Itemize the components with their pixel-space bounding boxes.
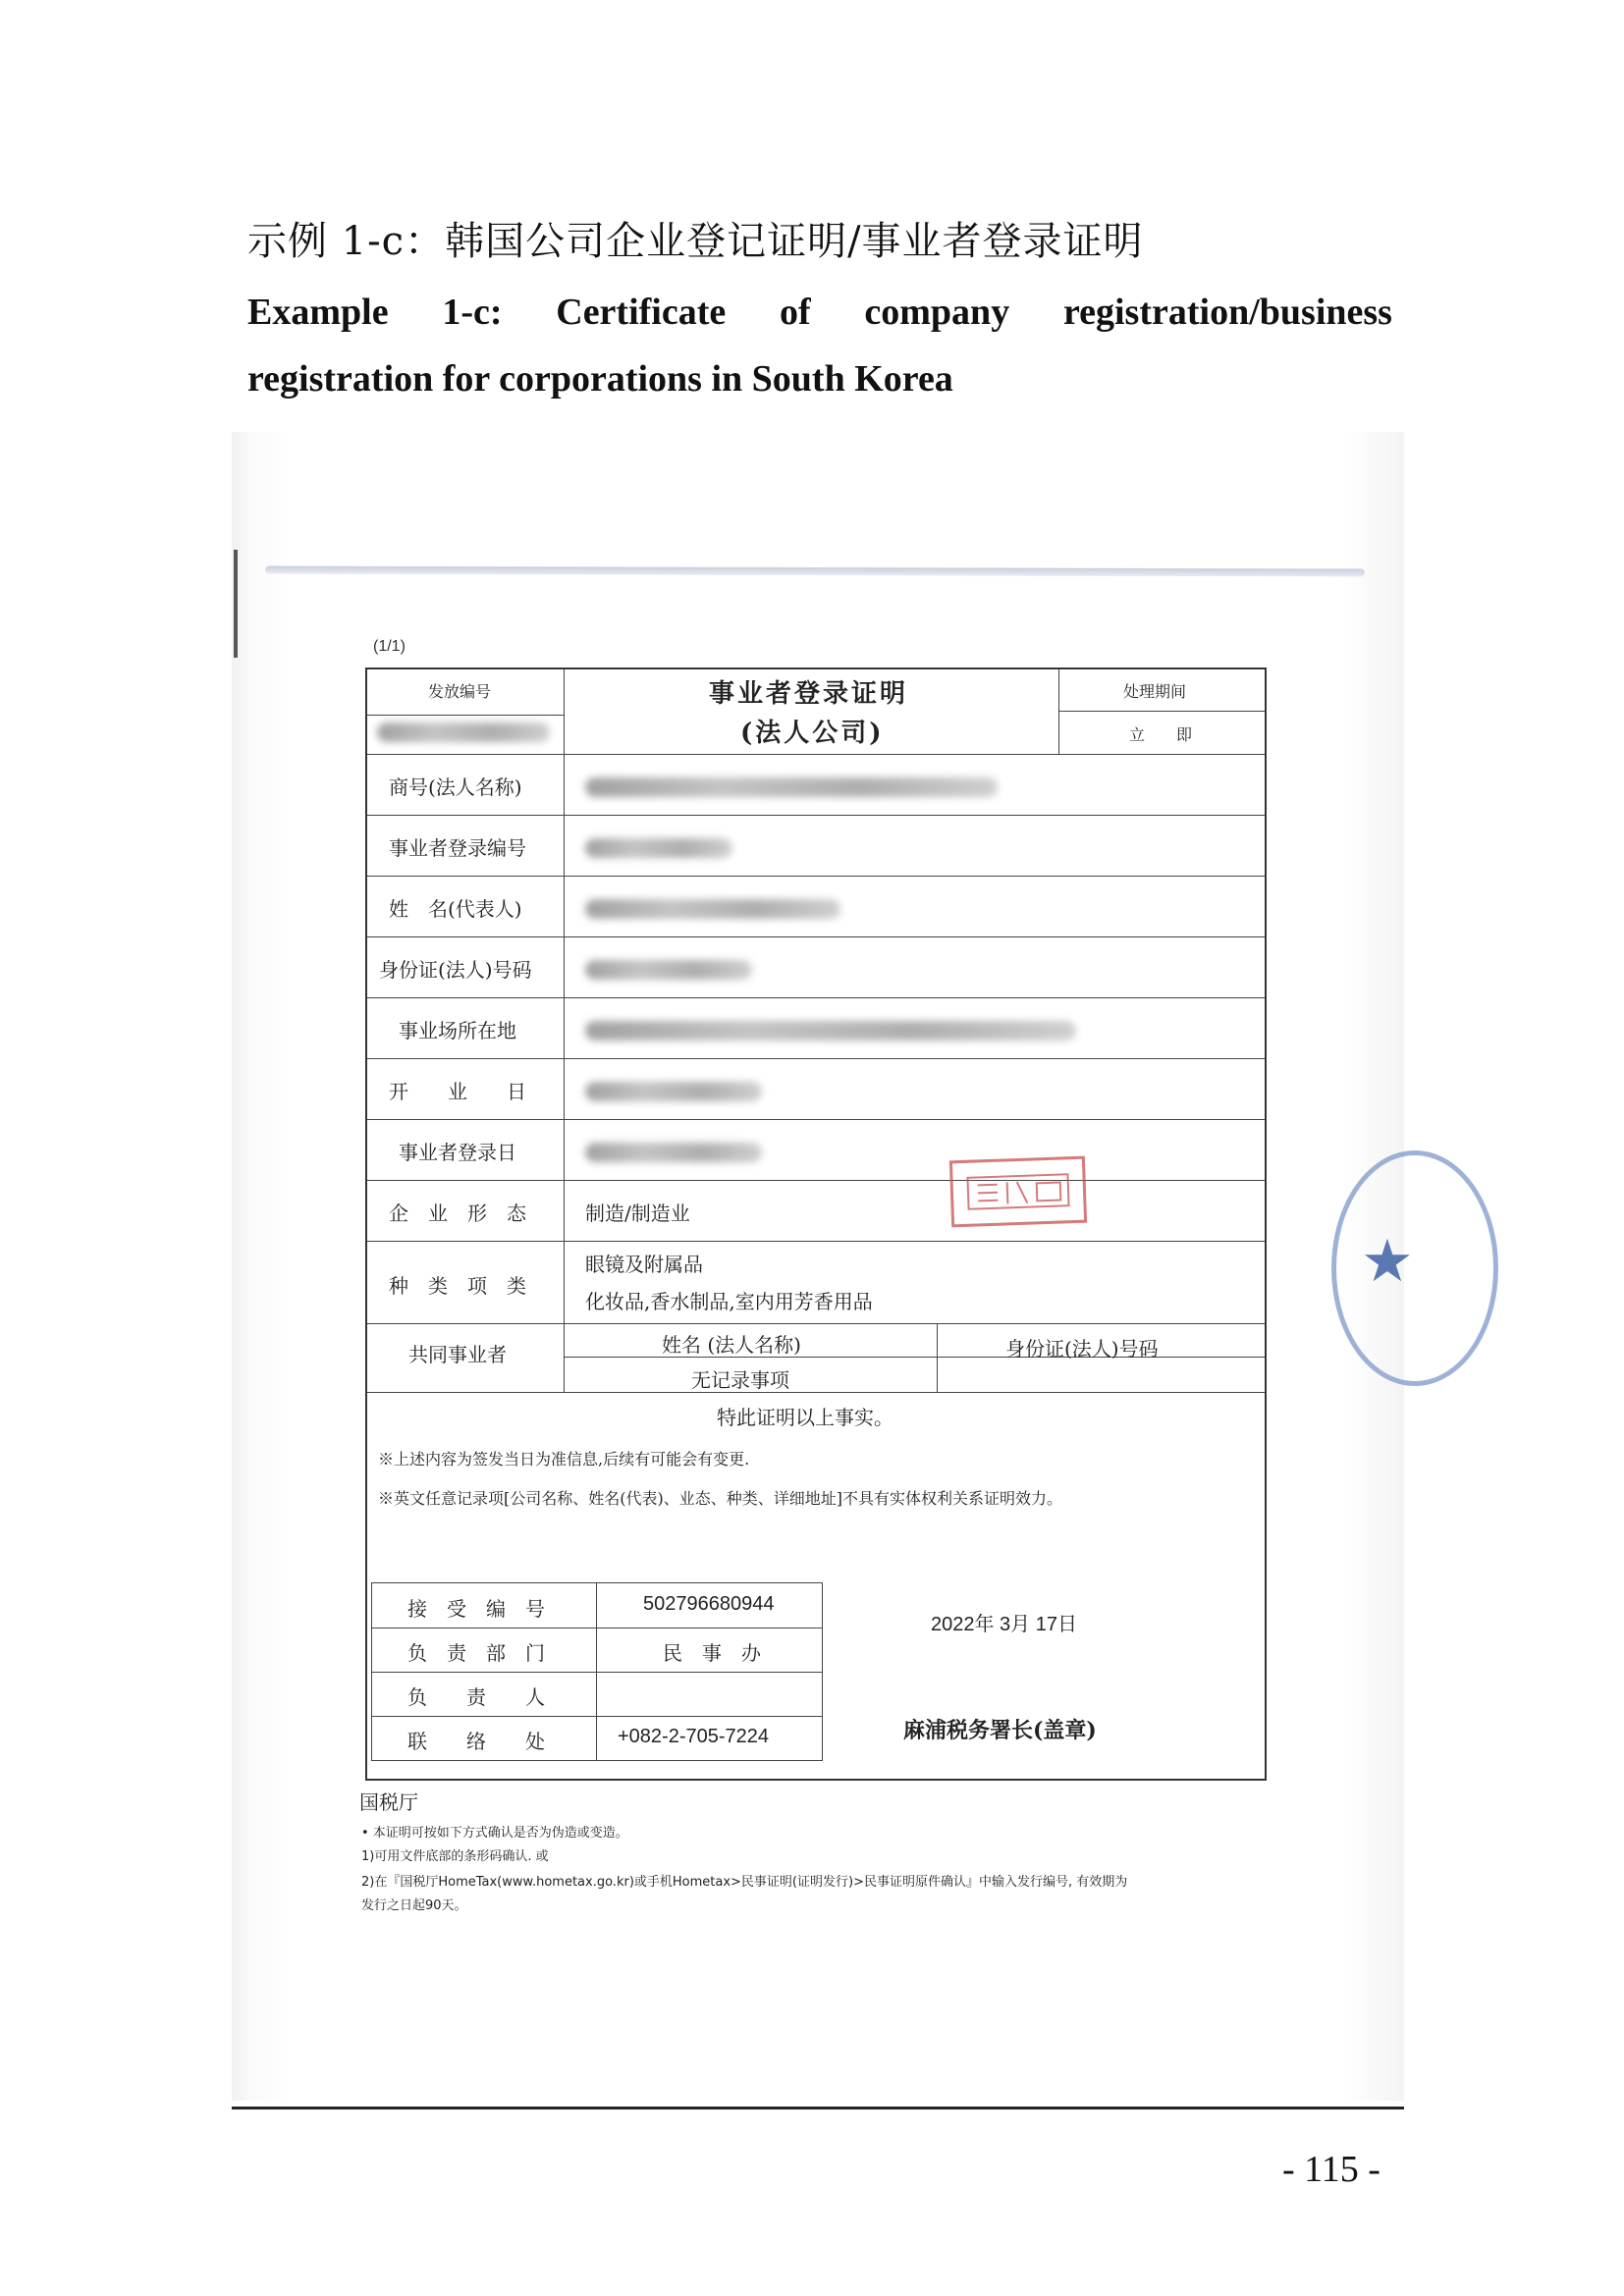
caption-word: Certificate <box>556 292 727 333</box>
red-seal-stamp <box>949 1156 1087 1228</box>
row-label: 事业者登录日 <box>399 1141 516 1164</box>
row-label: 身份证(法人)号码 <box>379 958 532 982</box>
caption-word: company <box>864 292 1010 333</box>
receipt-label: 负 责 部 门 <box>407 1641 545 1665</box>
caption-word: Example <box>247 292 389 333</box>
redacted-value <box>585 838 732 858</box>
row-label: 商号(法人名称) <box>389 775 522 799</box>
scan-edge-mark <box>234 550 238 658</box>
caption-english-line1 <box>247 279 1392 346</box>
row-label: 事业场所在地 <box>399 1019 516 1042</box>
redacted-value <box>585 960 752 980</box>
business-type-value: 制造/制造业 <box>585 1201 690 1225</box>
seal-icon <box>963 1170 1072 1213</box>
receipt-label: 联 络 处 <box>407 1730 545 1753</box>
caption-chinese: 示例 1-c：韩国公司企业登记证明/事业者登录证明 <box>247 219 1144 264</box>
row-label: 姓 名(代表人) <box>389 897 522 921</box>
certification-statement: 特此证明以上事实。 <box>717 1406 893 1429</box>
redacted-value <box>585 1143 762 1162</box>
blue-seal-stamp <box>1331 1150 1498 1386</box>
processing-period-value: 立 即 <box>1129 725 1193 744</box>
footnote: 2)在『国税厅HomeTax(www.hometax.go.kr)或手机Hometax>民事证明(证明发行)>民事证明原件确认』中输入发行编号, 有效期为 <box>361 1875 1128 1890</box>
caption-word: of <box>780 292 811 333</box>
certificate-title: 事业者登录证明 <box>709 679 909 709</box>
page-indicator: (1/1) <box>373 638 406 655</box>
department-value: 民 事 办 <box>663 1641 761 1665</box>
footnote: 1)可用文件底部的条形码确认. 或 <box>361 1849 549 1864</box>
category-value: 眼镜及附属品 <box>585 1253 703 1276</box>
redacted-issue-number <box>377 722 550 742</box>
receipt-box <box>371 1582 823 1761</box>
redacted-value <box>585 899 840 919</box>
receipt-label: 接 受 编 号 <box>407 1597 545 1621</box>
row-label: 种 类 项 类 <box>389 1274 526 1298</box>
redacted-value <box>585 1082 762 1101</box>
redacted-value <box>585 777 998 797</box>
page-number: - 115 - <box>1282 2149 1380 2190</box>
joint-name-column: 姓名 (法人名称) <box>662 1333 801 1357</box>
joint-operator-label: 共同事业者 <box>408 1343 507 1366</box>
footnote: 发行之日起90天。 <box>361 1898 467 1913</box>
certificate-form <box>365 667 1267 1781</box>
receipt-label: 负 责 人 <box>407 1685 545 1709</box>
footer-rule <box>232 2107 1404 2109</box>
row-label: 企 业 形 态 <box>389 1201 526 1225</box>
processing-period-label: 处理期间 <box>1123 682 1187 701</box>
joint-id-column: 身份证(法人)号码 <box>1005 1337 1159 1361</box>
caption-word: 1-c: <box>442 292 503 333</box>
caption-english <box>247 279 1392 412</box>
row-label: 开 业 日 <box>389 1080 526 1103</box>
issue-number-label: 发放编号 <box>428 682 492 701</box>
star-icon: ★ <box>1361 1227 1414 1296</box>
caption-english-line2: registration for corporations in South Korea <box>247 358 953 400</box>
tax-office-signatory: 麻浦税务署长(盖章) <box>903 1718 1097 1743</box>
issue-date: 2022年 3月 17日 <box>931 1614 1077 1635</box>
footnote: • 本证明可按如下方式确认是否为伪造或变造。 <box>361 1826 628 1841</box>
note-1: ※上述内容为签发当日为准信息,后续有可能会有变更. <box>378 1450 750 1468</box>
category-value-2: 化妆品,香水制品,室内用芳香用品 <box>585 1290 873 1313</box>
redacted-value <box>585 1021 1076 1041</box>
agency-name: 国税厅 <box>359 1790 418 1814</box>
row-label: 事业者登录编号 <box>389 836 526 860</box>
contact-value: +082-2-705-7224 <box>618 1726 770 1747</box>
no-record-text: 无记录事项 <box>691 1368 789 1392</box>
receipt-number: 502796680944 <box>643 1593 775 1615</box>
note-2: ※英文任意记录项[公司名称、姓名(代表)、业态、种类、详细地址]不具有实体权利关系证明效力。 <box>378 1489 1062 1508</box>
certificate-subtitle: (法人公司) <box>740 719 885 748</box>
caption-word: registration/business <box>1062 292 1392 333</box>
